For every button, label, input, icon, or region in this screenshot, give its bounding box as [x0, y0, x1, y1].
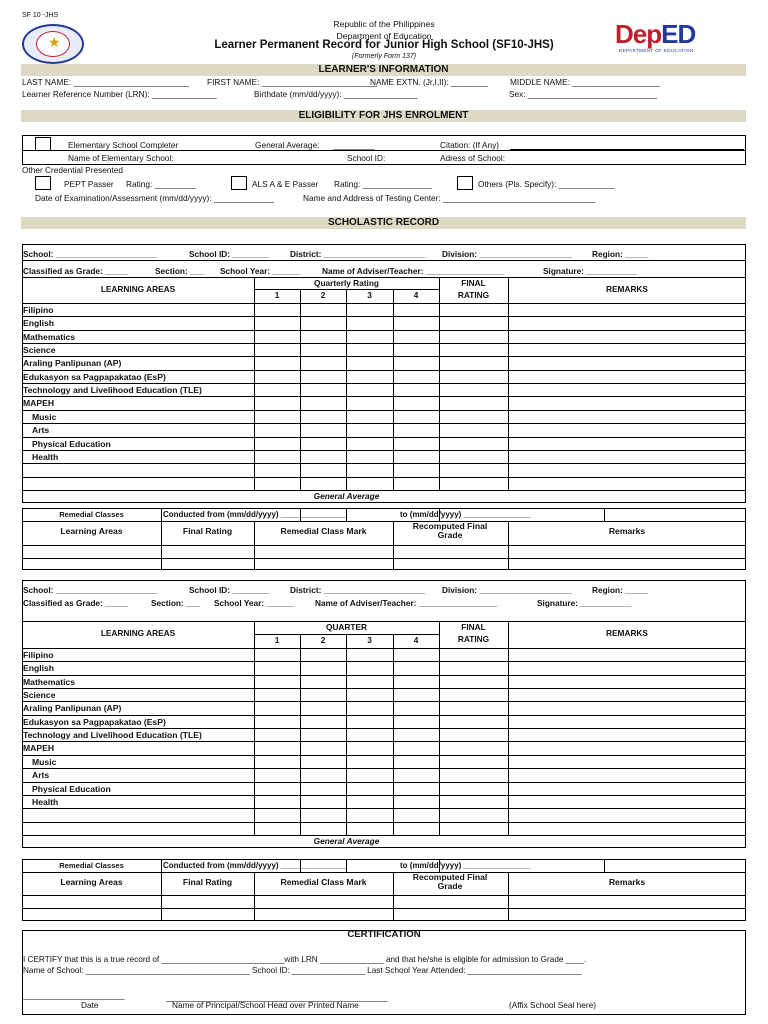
quarter-2-header-1: 2: [320, 290, 326, 300]
subject-row: Arts: [32, 425, 50, 435]
rem-remarks-header-2: Remarks: [608, 877, 646, 887]
adviser-field-1[interactable]: Name of Adviser/Teacher: _________________: [322, 266, 505, 276]
middle-name-field[interactable]: MIDDLE NAME: ___________________: [510, 77, 660, 87]
classified-grade-field-2[interactable]: Classified as Grade: _____: [23, 598, 129, 608]
subject-row: English: [23, 318, 55, 328]
subject-row: Araling Panlipunan (AP): [23, 358, 122, 368]
learner-info-band: LEARNER'S INFORMATION: [21, 64, 746, 76]
other-credential-label: Other Credential Presented: [22, 165, 124, 175]
elem-school-id-label: School ID:: [347, 153, 386, 163]
rem-final-rating-header-2: Final Rating: [182, 877, 233, 887]
quarterly-rating-header-2: QUARTER: [325, 622, 368, 632]
learning-areas-header-1: LEARNING AREAS: [100, 284, 176, 294]
principal-signature-field[interactable]: ________________________________________________: [166, 992, 388, 1002]
pept-rating-field[interactable]: Rating: _________: [126, 179, 197, 189]
conducted-to-field-2[interactable]: to (mm/dd/yyyy) _______________: [400, 861, 531, 870]
district-field-1[interactable]: District: ______________________: [290, 249, 426, 259]
scholastic-band: SCHOLASTIC RECORD: [21, 217, 746, 229]
rem-learning-areas-header-1: Learning Areas: [60, 526, 123, 536]
deped-logo: [615, 20, 720, 52]
als-rating-field[interactable]: Rating: _______________: [334, 179, 432, 189]
subject-row: Edukasyon sa Pagpapakatao (EsP): [23, 372, 166, 382]
section-field-1[interactable]: Section: ___: [155, 266, 204, 276]
general-average-label-2: General Average: [313, 836, 380, 846]
subject-row: Arts: [32, 770, 50, 780]
division-field-1[interactable]: Division: ____________________: [442, 249, 572, 259]
school-year-field-2[interactable]: School Year: ______: [214, 598, 295, 608]
subject-row: Technology and Livelihood Education (TLE): [23, 730, 202, 740]
remarks-header-2: REMARKS: [606, 628, 648, 638]
rem-recomputed-header-1: Recomputed Final Grade: [412, 521, 488, 540]
adviser-field-2[interactable]: Name of Adviser/Teacher: _________________: [315, 598, 498, 608]
others-checkbox[interactable]: [457, 176, 473, 190]
republic-label: Republic of the Philippines: [333, 19, 435, 29]
general-average-field[interactable]: _________: [333, 140, 375, 150]
als-checkbox[interactable]: [231, 176, 247, 190]
cert-school-line[interactable]: Name of School: ____________________________________ School ID: ________________ Last School Year Attended: _________________________: [23, 966, 582, 975]
quarter-2-header-2: 2: [320, 635, 326, 645]
rating-header-2: RATING: [457, 634, 490, 644]
district-field-2[interactable]: District: ______________________: [290, 585, 426, 595]
others-field[interactable]: Others (Pls. Specify): ____________: [478, 179, 615, 189]
form-code: SF 10 -JHS: [22, 12, 59, 19]
subject-row: English: [23, 663, 55, 673]
first-name-field[interactable]: FIRST NAME: _________________________: [207, 77, 378, 87]
remedial-classes-label-2: Remedial Classes: [59, 861, 124, 870]
final-header-1: FINAL: [461, 278, 486, 288]
quarterly-rating-header-1: Quarterly Rating: [313, 278, 379, 288]
quarter-1-header-2: 1: [274, 635, 280, 645]
department-label: Department of Education: [336, 31, 432, 41]
rem-recomputed-header-2: Recomputed Final Grade: [412, 872, 488, 891]
logo-sub-text: DEPARTMENT OF EDUCATION: [619, 48, 694, 53]
rating-header-1: RATING: [457, 290, 490, 300]
affix-seal-label: (Affix School Seal here): [509, 1000, 597, 1010]
deped-seal-icon: ★: [22, 24, 84, 64]
subject-row: Music: [32, 757, 57, 767]
conducted-from-field-1[interactable]: Conducted from (mm/dd/yyyy) _______________: [163, 510, 348, 519]
general-average-label: General Average:: [255, 140, 320, 150]
last-name-field[interactable]: LAST NAME: _________________________: [22, 77, 189, 87]
subject-row: Filipino: [23, 305, 54, 315]
subject-row: Mathematics: [23, 332, 76, 342]
date-signature-field[interactable]: ______________________: [23, 990, 125, 1000]
subject-row: Mathematics: [23, 677, 76, 687]
signature-field-2[interactable]: Signature: ___________: [537, 598, 632, 608]
certification-title: CERTIFICATION: [347, 929, 421, 940]
principal-label: Name of Principal/School Head over Printed Name: [172, 1000, 359, 1010]
final-header-2: FINAL: [461, 622, 486, 632]
school-id-field-1[interactable]: School ID: ________: [189, 249, 270, 259]
exam-date-field[interactable]: Date of Examination/Assessment (mm/dd/yyyy): _____________: [35, 193, 274, 203]
school-year-field-1[interactable]: School Year: ______: [220, 266, 301, 276]
subject-row: Health: [32, 797, 59, 807]
quarter-4-header-1: 4: [413, 290, 419, 300]
als-label: ALS A & E Passer: [252, 179, 319, 189]
signature-field-1[interactable]: Signature: ___________: [543, 266, 638, 276]
rem-remarks-header-1: Remarks: [608, 526, 646, 536]
subject-row: Filipino: [23, 650, 54, 660]
testing-center-field[interactable]: Name and Address of Testing Center: _________________________________: [303, 193, 596, 203]
rem-final-rating-header-1: Final Rating: [182, 526, 233, 536]
certify-line[interactable]: I CERTIFY that this is a true record of ___________________________with LRN ______________ and that he/she is eligible for admission to Grade ____.: [23, 955, 587, 964]
subject-row: Health: [32, 452, 59, 462]
conducted-from-field-2[interactable]: Conducted from (mm/dd/yyyy) _______________: [163, 861, 348, 870]
lrn-field[interactable]: Learner Reference Number (LRN): ______________: [22, 89, 217, 99]
subject-row: Music: [32, 412, 57, 422]
region-field-1[interactable]: Region: _____: [592, 249, 649, 259]
school-id-field-2[interactable]: School ID: ________: [189, 585, 270, 595]
quarter-3-header-2: 3: [367, 635, 372, 645]
birthdate-field[interactable]: Birthdate (mm/dd/yyyy): ________________: [254, 89, 418, 99]
school-field-2[interactable]: School: ______________________: [23, 585, 158, 595]
rem-learning-areas-header-2: Learning Areas: [60, 877, 123, 887]
quarter-4-header-2: 4: [413, 635, 419, 645]
subject-row: Science: [23, 345, 56, 355]
elem-school-name-label: Name of Elementary School:: [68, 153, 174, 163]
conducted-to-field-1[interactable]: to (mm/dd/yyyy) _______________: [400, 510, 531, 519]
rem-class-mark-header-2: Remedial Class Mark: [280, 877, 367, 887]
citation-label: Citation: (If Any): [440, 140, 500, 150]
subject-row: MAPEH: [23, 743, 55, 753]
pept-label: PEPT Passer: [64, 179, 114, 189]
eligibility-band: ELIGIBILITY FOR JHS ENROLMENT: [21, 110, 746, 122]
section-field-2[interactable]: Section: ___: [151, 598, 200, 608]
remarks-header-1: REMARKS: [606, 284, 648, 294]
subject-row: Araling Panlipunan (AP): [23, 703, 122, 713]
quarter-1-header-1: 1: [274, 290, 280, 300]
date-label: Date: [81, 1000, 99, 1010]
pept-checkbox[interactable]: [35, 176, 51, 190]
formerly-label: (Formerly Form 137): [351, 53, 417, 60]
subject-row: Physical Education: [32, 439, 111, 449]
name-extn-field[interactable]: NAME EXTN. (Jr,I,II): ________: [370, 77, 489, 87]
sex-field[interactable]: Sex: ____________________________: [509, 89, 658, 99]
subject-row: Physical Education: [32, 784, 111, 794]
subject-row: MAPEH: [23, 398, 55, 408]
rem-class-mark-header-1: Remedial Class Mark: [280, 526, 367, 536]
classified-grade-field-1[interactable]: Classified as Grade: _____: [23, 266, 129, 276]
subject-row: Technology and Livelihood Education (TLE): [23, 385, 202, 395]
quarter-3-header-1: 3: [367, 290, 372, 300]
elem-completer-label: Elementary School Completer: [68, 140, 179, 150]
remedial-classes-label-1: Remedial Classes: [59, 510, 124, 519]
division-field-2[interactable]: Division: ____________________: [442, 585, 572, 595]
learning-areas-header-2: LEARNING AREAS: [100, 628, 176, 638]
school-field-1[interactable]: School: ______________________: [23, 249, 158, 259]
region-field-2[interactable]: Region: _____: [592, 585, 649, 595]
logo-main-text: DepED: [615, 19, 696, 49]
elem-school-address-label: Adress of School:: [440, 153, 506, 163]
page-title: Learner Permanent Record for Junior High School (SF10-JHS): [214, 39, 554, 51]
subject-row: Edukasyon sa Pagpapakatao (EsP): [23, 717, 166, 727]
general-average-label-1: General Average: [313, 491, 380, 501]
elem-completer-checkbox[interactable]: [35, 137, 51, 151]
subject-row: Science: [23, 690, 56, 700]
